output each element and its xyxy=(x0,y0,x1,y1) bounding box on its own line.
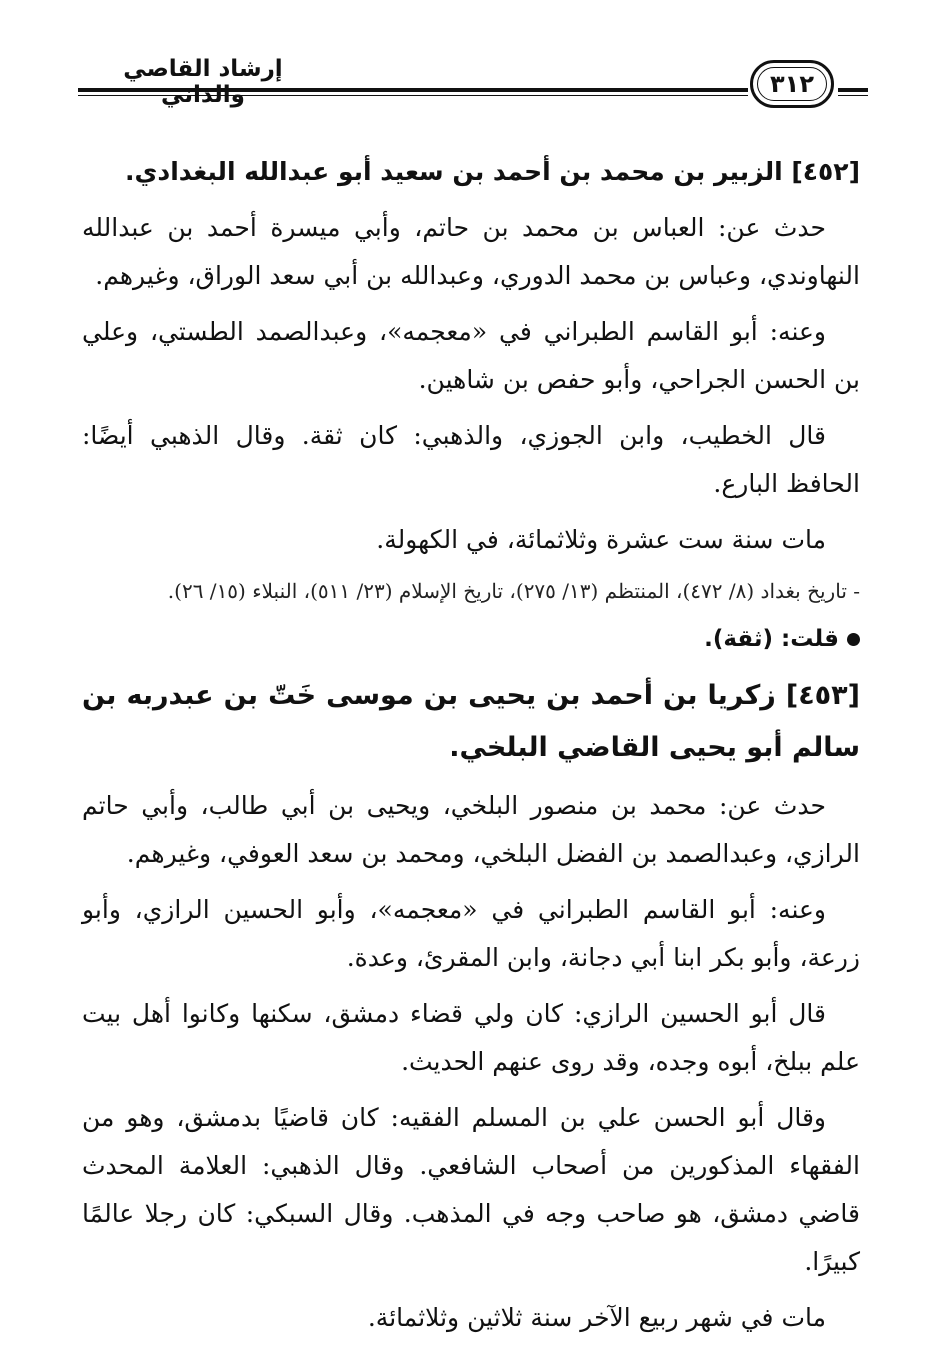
page-number: ٣١٢ xyxy=(757,67,827,101)
page-header xyxy=(78,50,868,110)
entry-paragraph: وعنه: أبو القاسم الطبراني في «معجمه»، وعبدالصمد الطستي، وعلي بن الحسن الجراحي، وأبو حفص بن شاهين. xyxy=(82,317,860,394)
entry-paragraph: قال أبو الحسين الرازي: كان ولي قضاء دمشق، سكنها وكانوا أهل بيت علم ببلخ، أبوه وجده، وقد روى عنهم الحديث. xyxy=(82,999,860,1076)
entry-452 xyxy=(82,148,860,662)
bullet-icon xyxy=(847,633,860,646)
page-number-badge xyxy=(750,60,834,108)
entry-paragraph: حدث عن: العباس بن محمد بن حاتم، وأبي ميسرة أحمد بن عبدالله النهاوندي، وعباس بن محمد الدوري، وعبدالله بن أبي سعد الوراق، وغيرهم. xyxy=(82,213,860,290)
header-rule-right-thick xyxy=(838,88,868,92)
entry-paragraph: حدث عن: محمد بن منصور البلخي، ويحيى بن أبي طالب، وأبي حاتم الرازي، وعبدالصمد بن الفضل البلخي، ومحمد بن سعد العوفي، وغيرهم. xyxy=(82,791,860,868)
entry-453 xyxy=(82,670,860,1342)
running-title: إرشاد القاصي xyxy=(123,56,283,82)
entry-paragraph: قال الخطيب، وابن الجوزي، والذهبي: كان ثقة. وقال الذهبي أيضًا: الحافظ البارع. xyxy=(82,421,860,498)
header-rule-thin xyxy=(78,95,748,96)
entry-title: [٤٥٣] زكريا بن أحمد بن يحيى بن موسى خَتّ بن عبدربه بن سالم أبو يحيى القاضي البلخي. xyxy=(82,680,860,763)
entry-title: [٤٥٢] الزبير بن محمد بن أحمد بن سعيد أبو عبدالله البغدادي. xyxy=(124,157,860,186)
entry-paragraph: وقال أبو الحسن علي بن المسلم الفقيه: كان قاضيًا بدمشق، وهو من الفقهاء المذكورين من أصحاب الشافعي. وقال الذهبي: العلامة المحدث قاضي دمشق، هو صاحب وجه في المذهب. وقال السبكي: كان رجلا عالمًا كبيرًا. xyxy=(82,1103,860,1276)
page-content xyxy=(82,148,860,1350)
entry-paragraph: مات سنة ست عشرة وثلاثمائة، في الكهولة. xyxy=(376,525,826,554)
entry-paragraph: وعنه: أبو القاسم الطبراني في «معجمه»، وأبو الحسين الرازي، وأبو زرعة، وأبو بكر ابنا أبي دجانة، وابن المقرئ، وعدة. xyxy=(82,895,860,972)
sources-footnote: - تاريخ بغداد (٨/ ٤٧٢)، المنتظم (١٣/ ٢٧٥)، تاريخ الإسلام (٢٣/ ٥١١)، النبلاء (١٥/ ٢٦). xyxy=(167,579,860,603)
author-verdict-text: قلت: (ثقة). xyxy=(704,626,839,652)
header-rule-right-thin xyxy=(838,95,868,96)
author-verdict xyxy=(82,616,860,662)
header-rule-thick xyxy=(78,88,748,92)
entry-paragraph: مات في شهر ربيع الآخر سنة ثلاثين وثلاثمائة. xyxy=(367,1303,826,1332)
